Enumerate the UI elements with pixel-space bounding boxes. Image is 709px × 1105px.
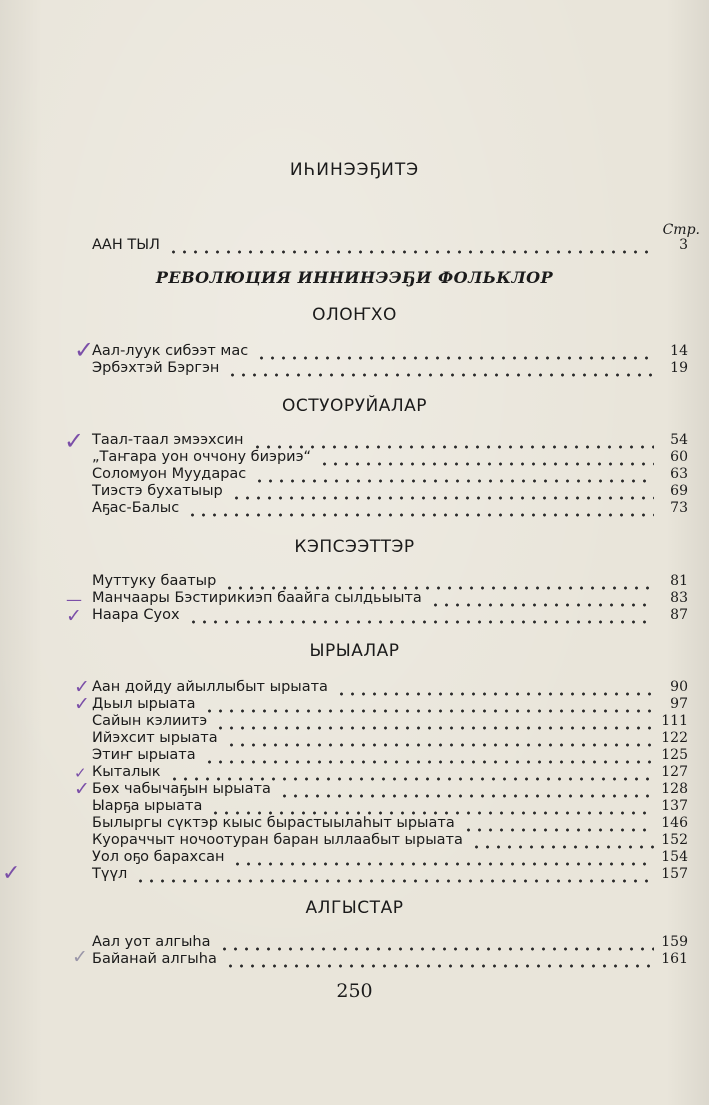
toc-entry-label: Муттуку баатыр [92, 573, 217, 589]
toc-entry[interactable] [92, 746, 688, 764]
toc-entry-page: 97 [670, 696, 688, 712]
toc-entry[interactable] [92, 431, 688, 449]
toc-entry-page: 157 [661, 866, 688, 882]
toc-entry[interactable] [92, 482, 688, 500]
toc-entry-label: Былыргы сүктэр кыыс бырастыылаһыт ырыата [92, 815, 455, 831]
check-mark-icon: ✓ [2, 861, 21, 886]
toc-entry-page: 161 [661, 951, 688, 967]
toc-entry-page: 146 [661, 815, 688, 831]
page-title: ИҺИНЭЭҔИТЭ [289, 160, 420, 180]
toc-entry-page: 127 [661, 764, 688, 780]
toc-entry-label: Куораччыт ночоотуран баран ыллаабыт ырыата [92, 832, 463, 848]
toc-entry-page: 69 [670, 483, 688, 499]
check-mark-icon: ✓ [74, 764, 87, 782]
toc-entry[interactable] [92, 831, 688, 849]
section-heading-ostuoruyalar: ОСТУОРУЙАЛАР [282, 396, 427, 416]
dot-leader [168, 236, 654, 254]
check-mark-icon: ✓ [66, 605, 82, 627]
toc-entry-label: Сайын кэлиитэ [92, 713, 208, 729]
dot-leader [319, 448, 654, 466]
toc-entry-label: „Таҥара уон оччону биэриэ“ [92, 449, 312, 465]
toc-entry-page: 73 [670, 500, 688, 516]
dot-leader [256, 342, 654, 360]
toc-entry-page: 111 [661, 713, 688, 729]
dot-leader [204, 695, 654, 713]
toc-entry-label: Аҕас-Балыс [92, 500, 180, 516]
dot-leader [463, 814, 654, 832]
dot-leader [188, 606, 654, 624]
dot-leader [204, 746, 654, 764]
toc-entry-label: Соломуон Муударас [92, 466, 247, 482]
dot-leader [231, 482, 654, 500]
toc-entry-label: Аал-луук сибээт мас [92, 343, 249, 359]
toc-entry-page: 81 [670, 573, 688, 589]
dot-leader [210, 797, 654, 815]
dot-leader [471, 831, 654, 849]
dot-leader [279, 780, 654, 798]
section-heading-folklore: РЕВОЛЮЦИЯ ИННИНЭЭҔИ ФОЛЬКЛОР [155, 268, 554, 287]
toc-entry[interactable] [92, 236, 688, 254]
toc-entry[interactable] [92, 695, 688, 713]
toc-entry[interactable] [92, 814, 688, 832]
toc-entry[interactable] [92, 865, 688, 883]
toc-entry[interactable] [92, 729, 688, 747]
toc-entry-page: 63 [670, 466, 688, 482]
toc-entry-label: Этиҥ ырыата [92, 747, 196, 763]
toc-entry[interactable] [92, 780, 688, 798]
check-mark-icon: ✓ [72, 946, 88, 968]
toc-entry-label: Наара Суох [92, 607, 180, 623]
toc-entry-label: Уол оҕо барахсан [92, 849, 225, 865]
dot-leader [224, 572, 654, 590]
dot-leader [187, 499, 654, 517]
dot-leader [254, 465, 654, 483]
check-mark-icon: ✓ [64, 427, 85, 455]
dot-leader [252, 431, 655, 449]
toc-entry-page: 122 [661, 730, 688, 746]
toc-entry-label: Түүл [92, 866, 128, 882]
dot-leader [215, 712, 654, 730]
toc-entry[interactable] [92, 359, 688, 377]
toc-entry-page: 125 [661, 747, 688, 763]
toc-entry-page: 60 [670, 449, 688, 465]
dot-leader [336, 678, 654, 696]
page-column-label: Стр. [662, 222, 700, 238]
toc-entry-page: 19 [670, 360, 688, 376]
toc-entry-label: Таал-таал эмээхсин [92, 432, 244, 448]
toc-entry[interactable] [92, 933, 688, 951]
page-number: 250 [336, 980, 373, 1002]
toc-entry-page: 137 [661, 798, 688, 814]
dot-leader [169, 763, 654, 781]
section-heading-kepseetter: КЭПСЭЭТТЭР [294, 537, 415, 557]
toc-entry[interactable] [92, 606, 688, 624]
toc-entry-page: 152 [661, 832, 688, 848]
dash-mark-icon: — [66, 590, 82, 609]
toc-entry-label: Эрбэхтэй Бэргэн [92, 360, 220, 376]
dot-leader [226, 729, 654, 747]
toc-entry[interactable] [92, 797, 688, 815]
check-mark-icon: ✓ [74, 693, 90, 715]
check-mark-icon: ✓ [74, 336, 95, 364]
toc-entry-label: Ыарҕа ырыата [92, 798, 203, 814]
toc-entry-label: Аал уот алгыһа [92, 934, 211, 950]
dot-leader [219, 933, 655, 951]
toc-entry-page: 154 [661, 849, 688, 865]
toc-entry-page: 90 [670, 679, 688, 695]
toc-entry-page: 128 [661, 781, 688, 797]
check-mark-icon: ✓ [74, 778, 90, 800]
dot-leader [430, 589, 654, 607]
toc-entry[interactable] [92, 763, 688, 781]
dot-leader [225, 950, 654, 968]
toc-entry[interactable] [92, 465, 688, 483]
toc-entry-page: 54 [670, 432, 688, 448]
toc-entry-page: 87 [670, 607, 688, 623]
toc-entry[interactable] [92, 572, 688, 590]
toc-entry-label: Манчаары Бэстирикиэп баайга сылдьыыта [92, 590, 422, 606]
section-heading-yryalar: ЫРЫАЛАР [309, 641, 400, 661]
toc-entry-page: 14 [670, 343, 688, 359]
toc-entry[interactable] [92, 448, 688, 466]
toc-entry[interactable] [92, 712, 688, 730]
dot-leader [135, 865, 654, 883]
section-heading-algystar: АЛГЫСТАР [305, 898, 404, 918]
toc-entry-label: ААН ТЫЛ [92, 237, 160, 253]
toc-entry[interactable] [92, 950, 688, 968]
section-heading-olonkho: ОЛОҤХО [312, 305, 397, 325]
toc-entry[interactable] [92, 848, 688, 866]
toc-entry[interactable] [92, 589, 688, 607]
toc-entry-label: Байанай алгыһа [92, 951, 217, 967]
check-mark-icon: ✓ [74, 676, 90, 698]
toc-entry-label: Аан дойду айыллыбыт ырыата [92, 679, 328, 695]
toc-entry-label: Дьыл ырыата [92, 696, 196, 712]
toc-entry[interactable] [92, 499, 688, 517]
toc-entry-label: Бөх чабычаҕын ырыата [92, 781, 271, 797]
dot-leader [227, 359, 654, 377]
toc-entry-label: Тиэстэ бухатыыр [92, 483, 223, 499]
toc-entry-page: 83 [670, 590, 688, 606]
toc-entry-page: 3 [679, 237, 688, 253]
toc-entry-label: Кыталык [92, 764, 161, 780]
dot-leader [232, 848, 654, 866]
toc-entry[interactable] [92, 342, 688, 360]
toc-entry-label: Ийэхсит ырыата [92, 730, 218, 746]
toc-entry-page: 159 [661, 934, 688, 950]
toc-entry[interactable] [92, 678, 688, 696]
